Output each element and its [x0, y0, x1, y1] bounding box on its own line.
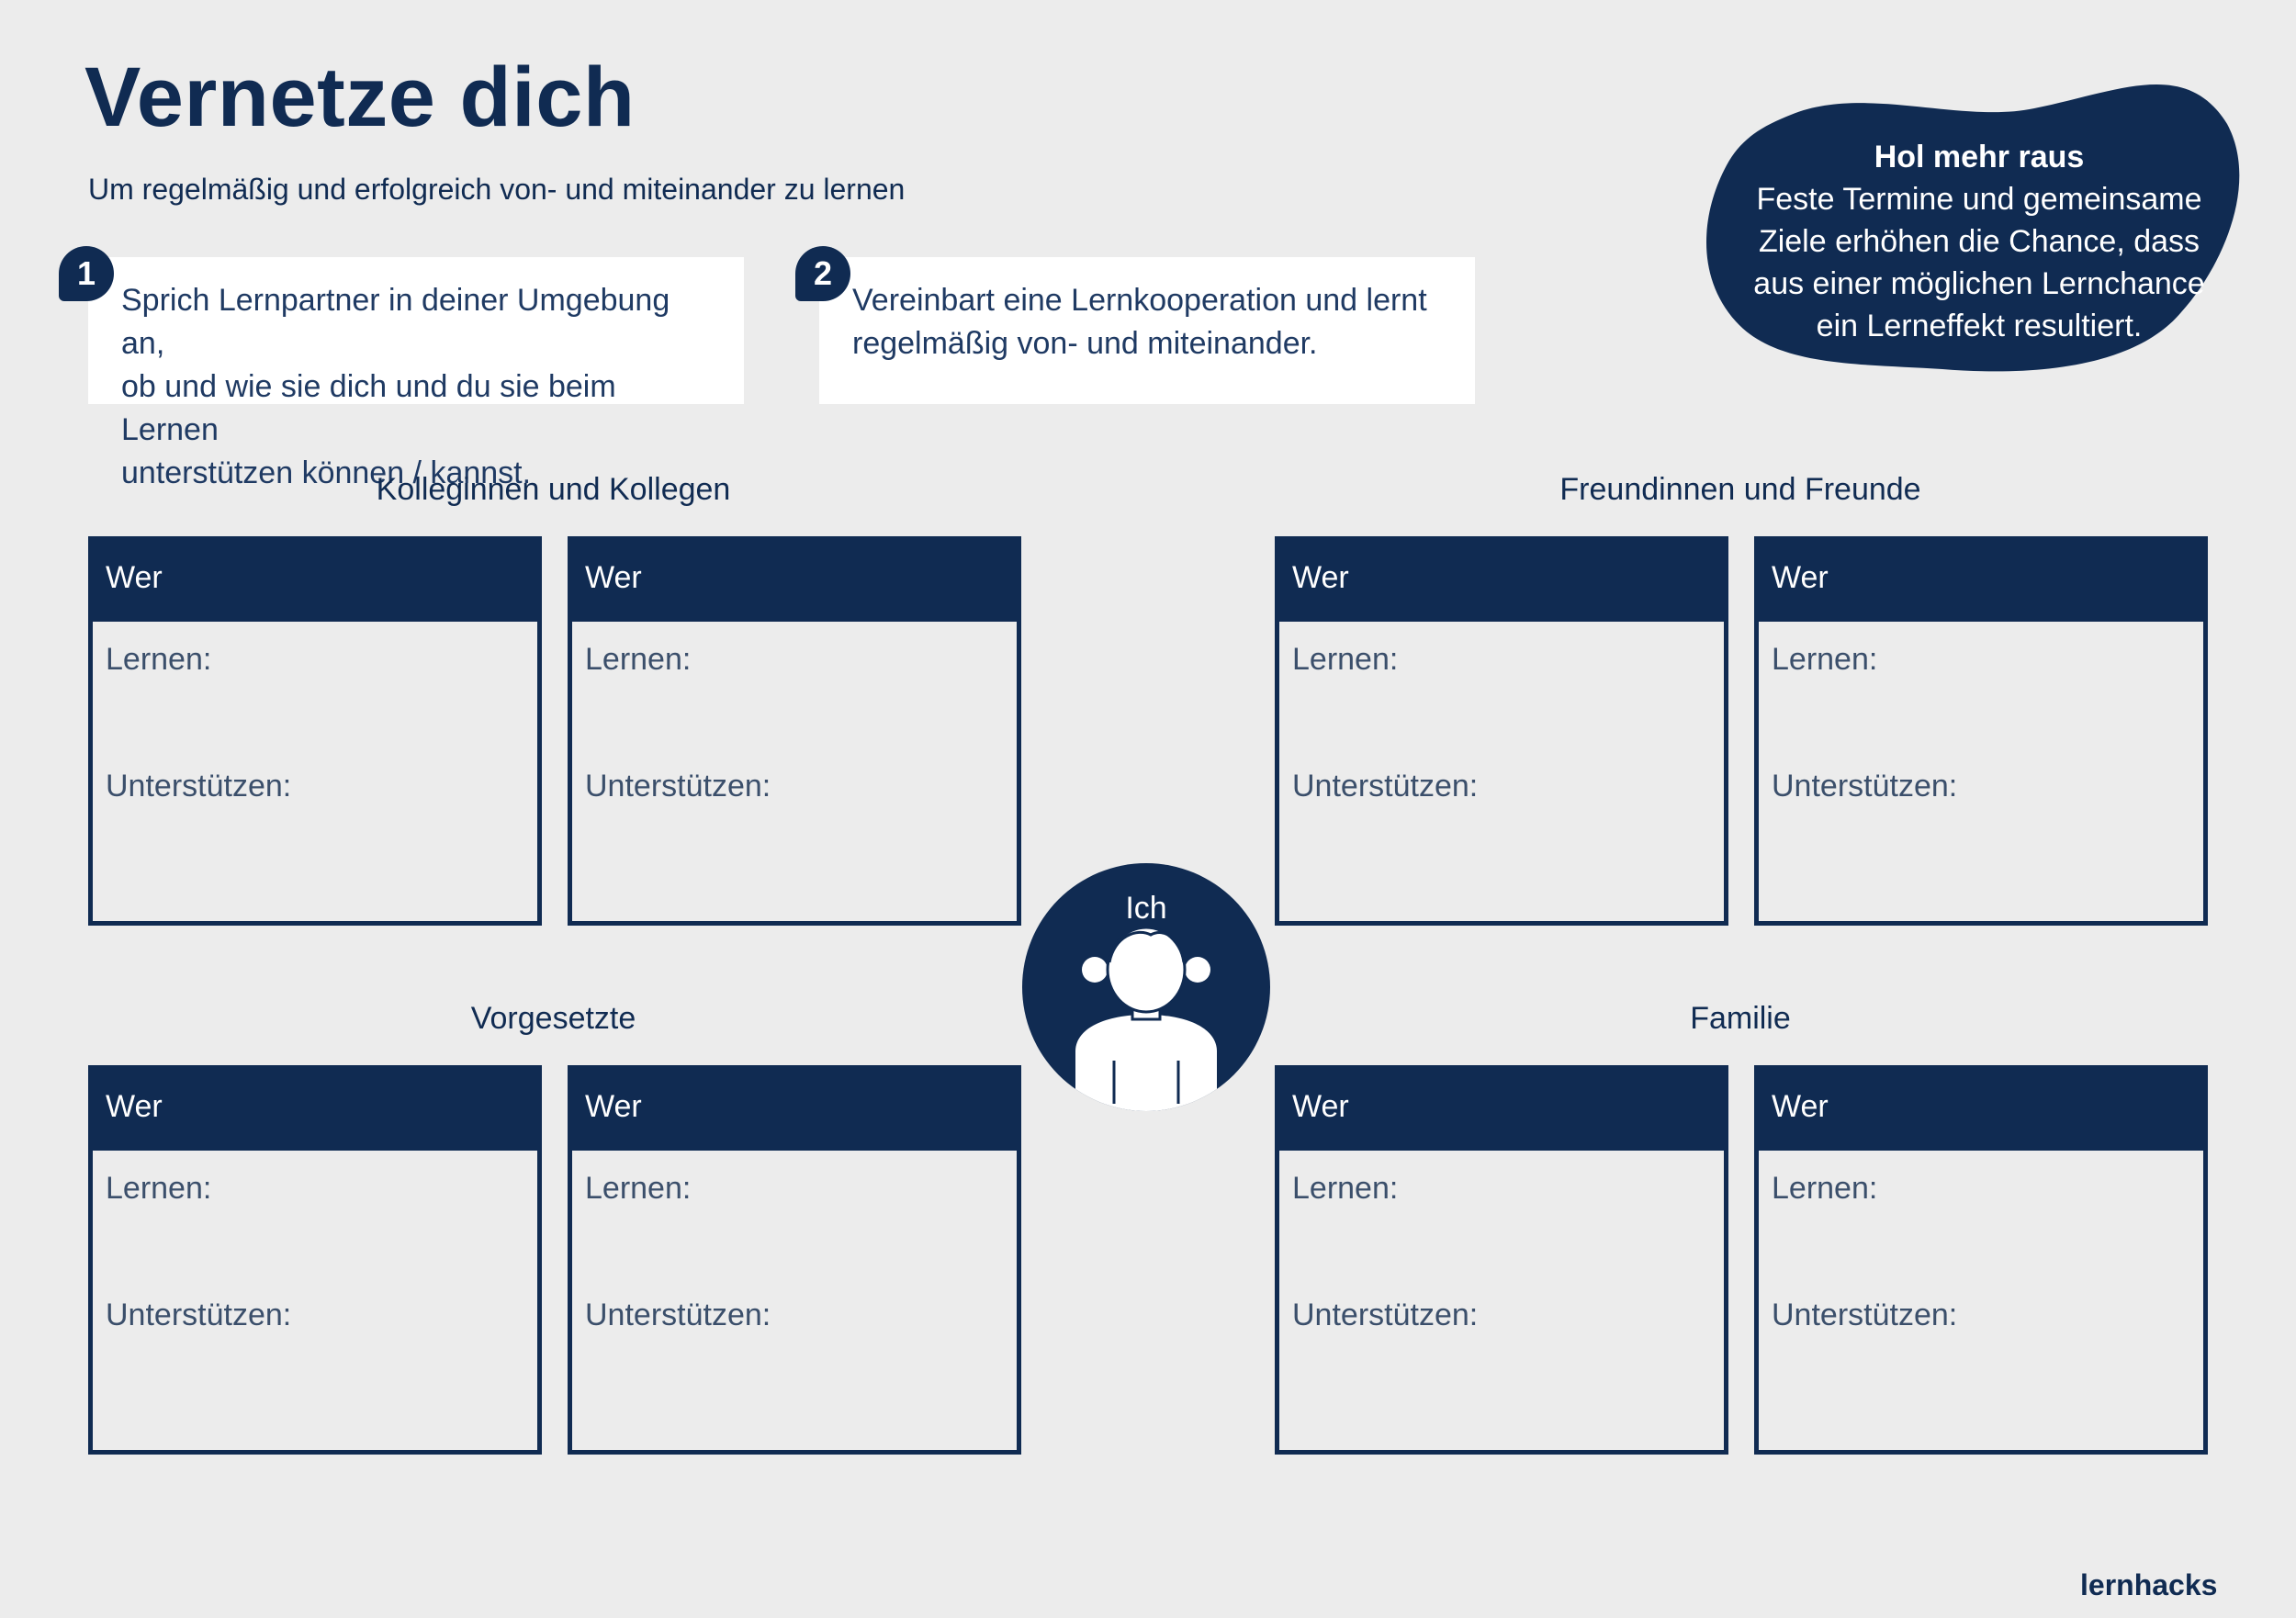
- section-title-supervisors: Vorgesetzte: [470, 1001, 636, 1036]
- card-learn-label[interactable]: Lernen:: [585, 642, 692, 677]
- card-support-label[interactable]: Unterstützen:: [106, 1298, 292, 1332]
- tip-line: ein Lerneffekt resultiert.: [1816, 309, 2143, 343]
- tip-line: aus einer möglichen Lernchance: [1753, 266, 2205, 301]
- step-2-line: Vereinbart eine Lernkooperation und lernt: [852, 283, 1427, 318]
- page-title: Vernetze dich: [84, 51, 636, 144]
- card-who-label[interactable]: Wer: [1279, 541, 1724, 622]
- card-who-label[interactable]: Wer: [1279, 1070, 1724, 1151]
- card-who-label[interactable]: Wer: [572, 541, 1017, 622]
- card-learn-label[interactable]: Lernen:: [106, 1171, 212, 1206]
- family-card-2: [1754, 1065, 2208, 1455]
- tip-heading: Hol mehr raus: [1874, 140, 2085, 174]
- section-title-colleagues: Kolleginnen und Kollegen: [376, 472, 731, 507]
- step-1-line: unterstützen können / kannst.: [121, 455, 532, 490]
- friend-card-1: [1275, 536, 1728, 926]
- step-2-box: [819, 257, 1475, 404]
- step-1-line: Sprich Lernpartner in deiner Umgebung an,: [121, 283, 670, 361]
- tip-line: Ziele erhöhen die Chance, dass: [1758, 224, 2200, 259]
- card-support-label[interactable]: Unterstützen:: [1772, 769, 1958, 803]
- card-learn-label[interactable]: Lernen:: [1292, 642, 1399, 677]
- colleague-card-1: [88, 536, 542, 926]
- card-learn-label[interactable]: Lernen:: [106, 642, 212, 677]
- supervisor-card-1: [88, 1065, 542, 1455]
- card-who-label[interactable]: Wer: [1759, 541, 2203, 622]
- family-card-1: [1275, 1065, 1728, 1455]
- card-support-label[interactable]: Unterstützen:: [1772, 1298, 1958, 1332]
- tip-text: [1727, 136, 2232, 347]
- step-2-badge: 2: [795, 246, 850, 301]
- card-learn-label[interactable]: Lernen:: [1292, 1171, 1399, 1206]
- card-support-label[interactable]: Unterstützen:: [1292, 1298, 1479, 1332]
- section-title-family: Familie: [1690, 1001, 1791, 1036]
- center-avatar: [1022, 863, 1270, 1111]
- lernhacks-logo: lernhacks: [2080, 1568, 2218, 1601]
- card-who-label[interactable]: Wer: [572, 1070, 1017, 1151]
- card-learn-label[interactable]: Lernen:: [585, 1171, 692, 1206]
- card-who-label[interactable]: Wer: [1759, 1070, 2203, 1151]
- card-support-label[interactable]: Unterstützen:: [585, 769, 771, 803]
- supervisor-card-2: [568, 1065, 1021, 1455]
- card-support-label[interactable]: Unterstützen:: [585, 1298, 771, 1332]
- person-icon: [1022, 863, 1270, 1111]
- card-who-label[interactable]: Wer: [93, 541, 537, 622]
- step-1-line: ob und wie sie dich und du sie beim Lernen: [121, 369, 616, 447]
- center-label: Ich: [1125, 891, 1167, 926]
- tip-line: Feste Termine und gemeinsame: [1756, 182, 2202, 217]
- step-1-badge: 1: [59, 246, 114, 301]
- card-learn-label[interactable]: Lernen:: [1772, 1171, 1878, 1206]
- step-2-line: regelmäßig von- und miteinander.: [852, 326, 1318, 361]
- colleague-card-2: [568, 536, 1021, 926]
- friend-card-2: [1754, 536, 2208, 926]
- card-support-label[interactable]: Unterstützen:: [1292, 769, 1479, 803]
- section-title-friends: Freundinnen und Freunde: [1559, 472, 1921, 507]
- card-who-label[interactable]: Wer: [93, 1070, 537, 1151]
- card-learn-label[interactable]: Lernen:: [1772, 642, 1878, 677]
- page-subtitle: Um regelmäßig und erfolgreich von- und miteinander zu lernen: [88, 173, 906, 206]
- card-support-label[interactable]: Unterstützen:: [106, 769, 292, 803]
